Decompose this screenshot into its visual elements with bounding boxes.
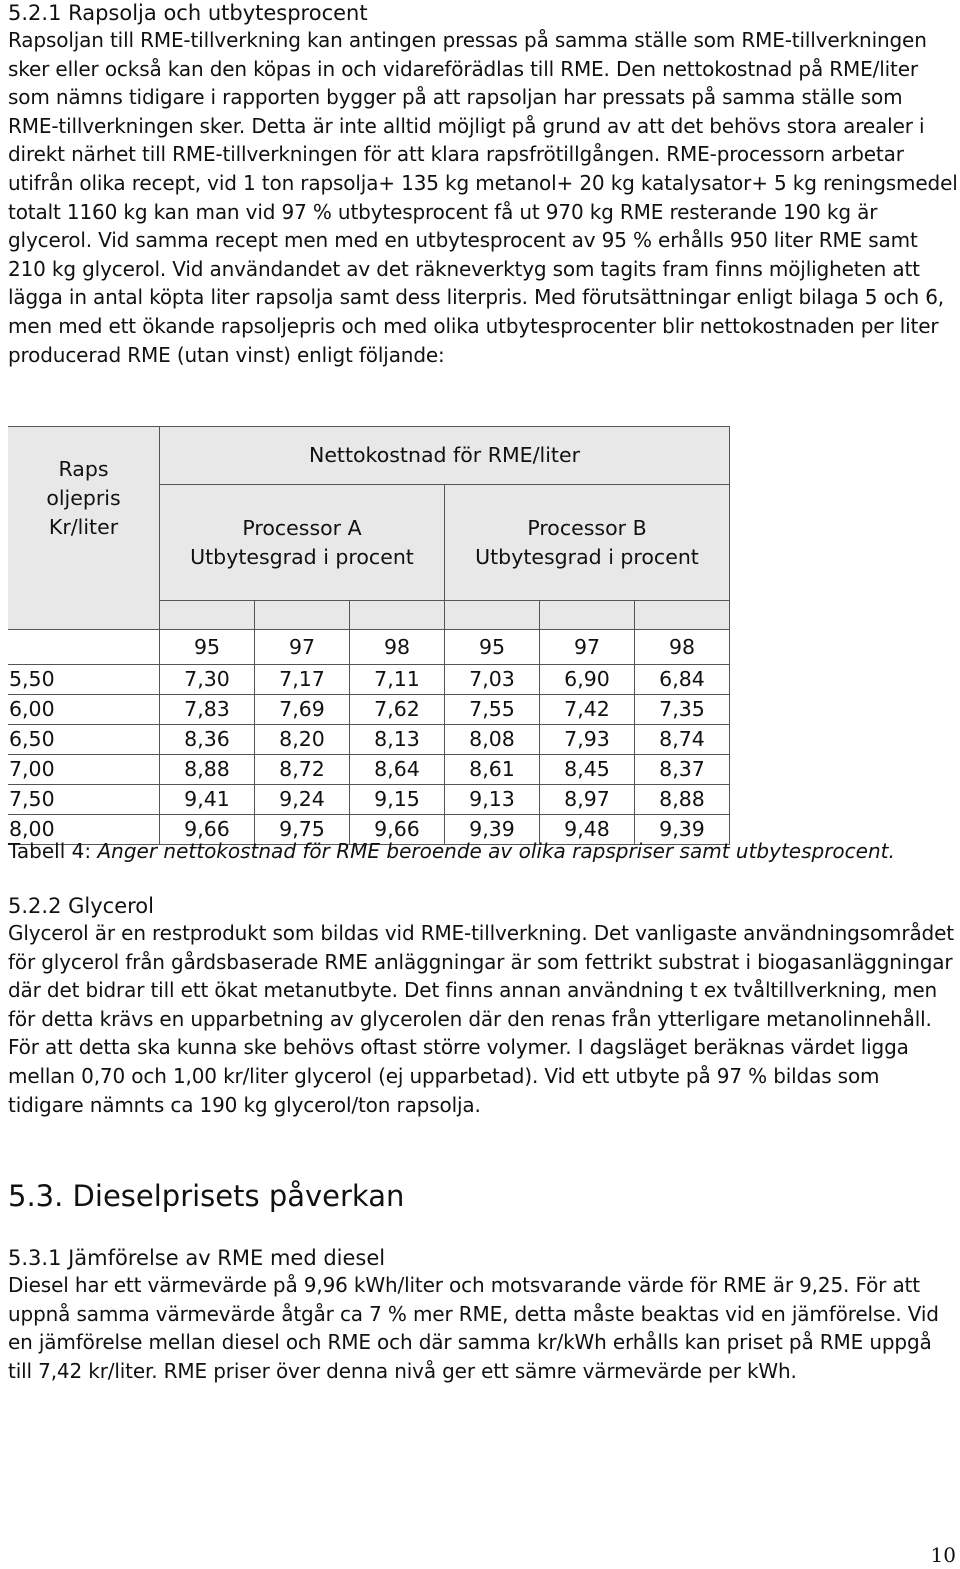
spacer-cell — [540, 601, 635, 630]
table-row — [8, 785, 730, 815]
page-number: 10 — [930, 1543, 956, 1567]
value-cell: 8,37 — [635, 755, 730, 785]
value-cell: 8,72 — [255, 755, 350, 785]
value-cell: 7,93 — [540, 725, 635, 755]
section-paragraph: Diesel har ett värmevärde på 9,96 kWh/liter och motsvarande värde för RME är 9,25. För att uppnå samma värmevärde åtgår ca 7 % mer RME, detta måste beaktas vid en jämförelse. Vid en jämförelse mellan diesel och RME och där samma kr/kWh erhålls kan priset på RME uppgå till 7,42 kr/liter. RME priser över denna nivå ger ett sämre värmevärde per kWh. — [8, 1273, 939, 1383]
value-cell: 8,88 — [635, 785, 730, 815]
section-heading: 5.3. Dieselprisets påverkan — [8, 1179, 405, 1213]
table-row — [8, 725, 730, 755]
spacer-cell — [350, 601, 445, 630]
table-caption — [8, 836, 895, 866]
raps-header-line: oljepris — [46, 486, 121, 510]
processor-b-sublabel: Utbytesgrad i procent — [475, 544, 699, 569]
caption-text: Anger nettokostnad för RME beroende av olika rapspriser samt utbytesprocent. — [91, 839, 895, 863]
processor-b-label: Processor B — [527, 515, 647, 540]
price-cell: 5,50 — [8, 665, 160, 695]
value-cell: 9,75 — [255, 815, 350, 845]
price-cell: 6,00 — [8, 695, 160, 725]
value-cell: 9,39 — [445, 815, 540, 845]
section-5-3-1 — [8, 1245, 958, 1385]
column-header: 97 — [255, 630, 350, 665]
value-cell: 9,48 — [540, 815, 635, 845]
value-cell: 8,36 — [160, 725, 255, 755]
processor-a-label: Processor A — [242, 515, 362, 540]
price-cell: 7,00 — [8, 755, 160, 785]
section-5-2-1 — [8, 0, 958, 369]
raps-header-line: Kr/liter — [48, 515, 119, 539]
value-cell: 8,97 — [540, 785, 635, 815]
value-cell: 7,17 — [255, 665, 350, 695]
section-heading: 5.3.1 Jämförelse av RME med diesel — [8, 1246, 386, 1270]
table-row — [8, 755, 730, 785]
value-cell: 7,62 — [350, 695, 445, 725]
value-cell: 6,84 — [635, 665, 730, 695]
spacer-cell — [635, 601, 730, 630]
value-cell: 7,03 — [445, 665, 540, 695]
value-cell: 8,45 — [540, 755, 635, 785]
value-cell: 7,11 — [350, 665, 445, 695]
column-header: 95 — [445, 630, 540, 665]
column-header-row — [8, 630, 730, 665]
column-header: 98 — [350, 630, 445, 665]
value-cell: 8,08 — [445, 725, 540, 755]
column-header: 95 — [160, 630, 255, 665]
value-cell: 9,66 — [160, 815, 255, 845]
spacer-cell — [255, 601, 350, 630]
value-cell: 8,74 — [635, 725, 730, 755]
value-cell: 8,64 — [350, 755, 445, 785]
value-cell: 8,20 — [255, 725, 350, 755]
value-cell: 9,41 — [160, 785, 255, 815]
processor-b-header — [445, 485, 730, 601]
processor-a-sublabel: Utbytesgrad i procent — [190, 544, 414, 569]
raps-price-header — [8, 427, 160, 630]
price-cell: 6,50 — [8, 725, 160, 755]
value-cell: 7,35 — [635, 695, 730, 725]
value-cell: 7,55 — [445, 695, 540, 725]
value-cell: 8,88 — [160, 755, 255, 785]
column-header: 98 — [635, 630, 730, 665]
value-cell: 7,69 — [255, 695, 350, 725]
value-cell: 7,30 — [160, 665, 255, 695]
value-cell: 7,42 — [540, 695, 635, 725]
raps-header-line: Raps — [58, 457, 109, 481]
value-cell: 9,13 — [445, 785, 540, 815]
empty-cell — [8, 630, 160, 665]
price-cell: 8,00 — [8, 815, 160, 845]
spacer-cell — [445, 601, 540, 630]
value-cell: 8,61 — [445, 755, 540, 785]
value-cell: 9,24 — [255, 785, 350, 815]
caption-label: Tabell 4: — [8, 839, 92, 863]
spacer-cell — [160, 601, 255, 630]
net-cost-table — [8, 426, 730, 845]
processor-a-header — [160, 485, 445, 601]
value-cell: 9,15 — [350, 785, 445, 815]
section-heading: 5.2.2 Glycerol — [8, 894, 154, 918]
value-cell: 9,66 — [350, 815, 445, 845]
table-row — [8, 695, 730, 725]
section-paragraph: Rapsoljan till RME-tillverkning kan antingen pressas på samma ställe som RME-tillverkningen sker eller också kan den köpas in och vidareförädlas till RME. Den nettokostnad på RME/liter som nämns tidigare i rapporten bygger på att rapsoljan har pressats på samma ställe som RME-tillverkningen sker. Detta är inte alltid möjligt på grund av att det behövs stora arealer i direkt närhet till RME-tillverkningen för att klara rapsfrötillgången. RME-processorn arbetar utifrån olika recept, vid 1 ton rapsolja+ 135 kg metanol+ 20 kg katalysator+ 5 kg reningsmedel totalt 1160 kg kan man vid 97 % utbytesprocent få ut 970 kg RME resterande 190 kg är glycerol. Vid samma recept men med en utbytesprocent av 95 % erhålls 950 liter RME samt 210 kg glycerol. Vid användandet av det räkneverktyg som tagits fram finns möjligheten att lägga in antal köpta liter rapsolja samt dess literpris. Med förutsättningar enligt bilaga 5 och 6, men med ett ökande rapsoljepris och med olika utbytesprocenter blir nettokostnaden per liter producerad RME (utan vinst) enligt följande: — [8, 28, 958, 367]
column-header: 97 — [540, 630, 635, 665]
section-5-2-2 — [8, 893, 958, 1119]
value-cell: 9,39 — [635, 815, 730, 845]
value-cell: 8,13 — [350, 725, 445, 755]
table-title: Nettokostnad för RME/liter — [160, 427, 730, 485]
value-cell: 6,90 — [540, 665, 635, 695]
section-paragraph: Glycerol är en restprodukt som bildas vid RME-tillverkning. Det vanligaste användningsområdet för glycerol från gårdsbaserade RME anläggningar är som fettrikt substrat i biogasanläggningar där det bidrar till ett ökat metanutbyte. Det finns annan användning t ex tvåltillverkning, men för detta krävs en upparbetning av glycerolen där den renas från ytterligare metanolinnehåll. För att detta ska kunna ske behövs oftast större volymer. I dagsläget beräknas värdet ligga mellan 0,70 och 1,00 kr/liter glycerol (ej upparbetad). Vid ett utbyte på 97 % bildas som tidigare nämnts ca 190 kg glycerol/ton rapsolja. — [8, 921, 954, 1117]
section-heading: 5.2.1 Rapsolja och utbytesprocent — [8, 1, 368, 25]
value-cell: 7,83 — [160, 695, 255, 725]
price-cell: 7,50 — [8, 785, 160, 815]
section-5-3 — [8, 1178, 958, 1214]
table-row — [8, 665, 730, 695]
